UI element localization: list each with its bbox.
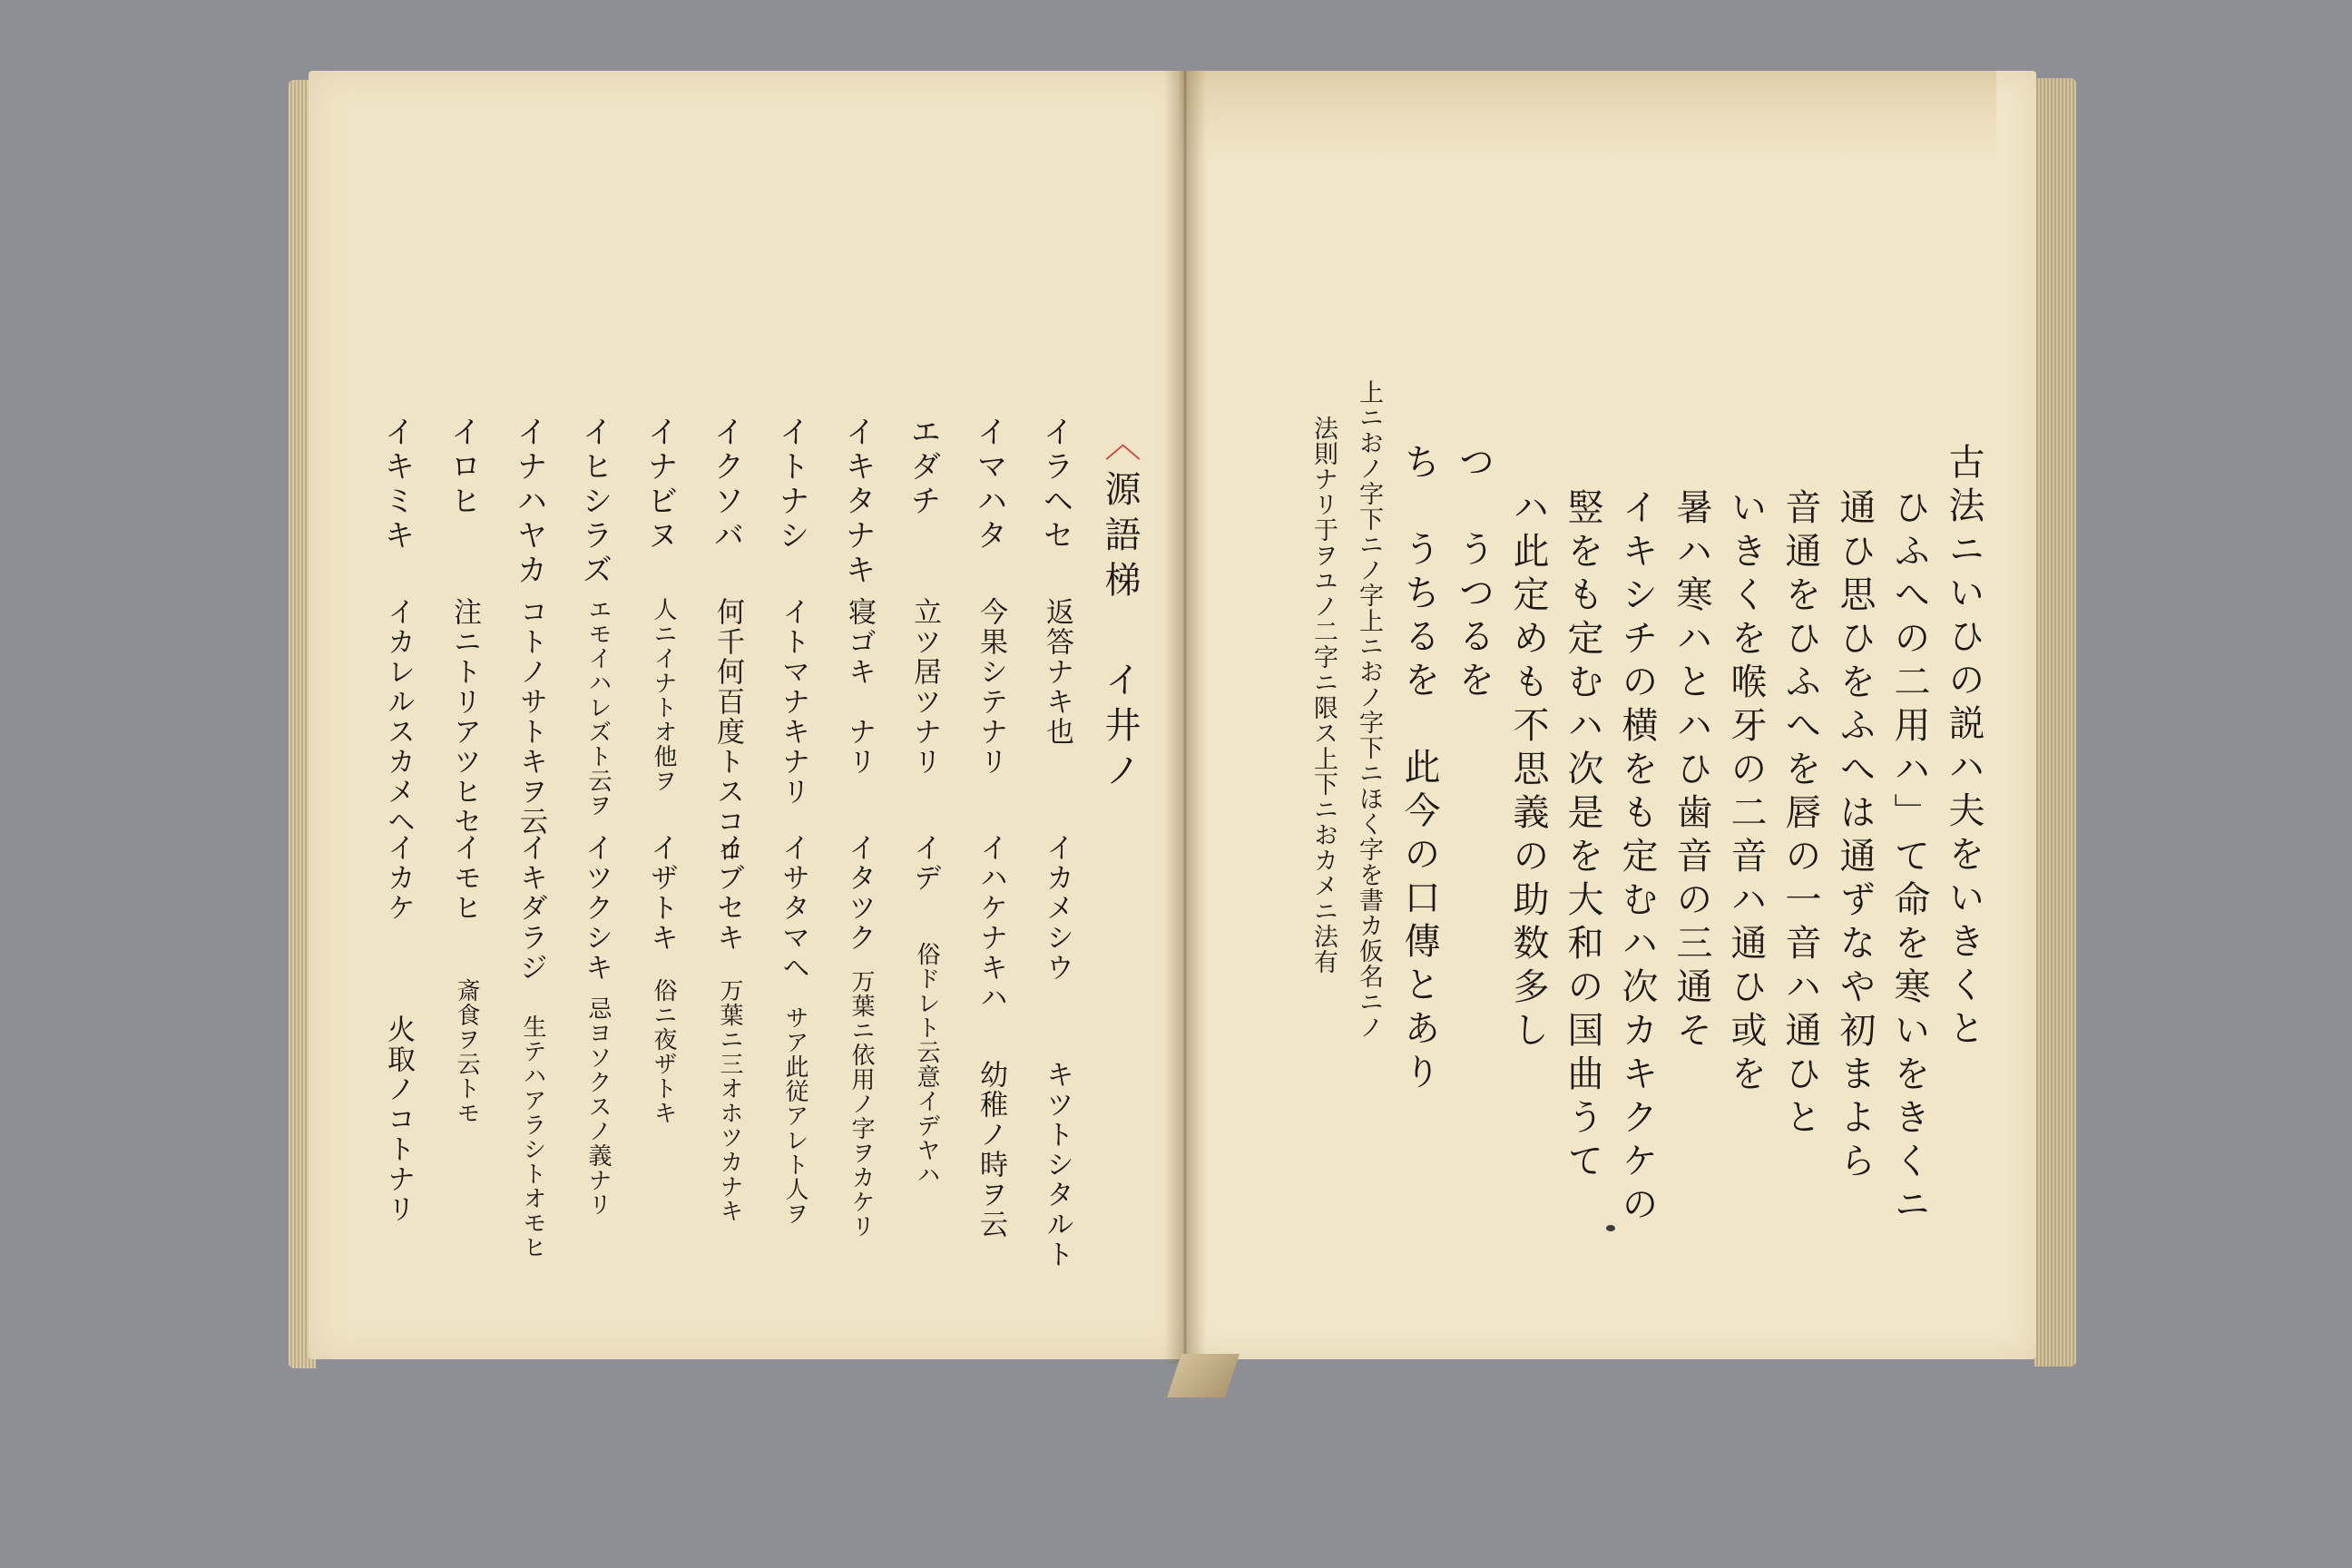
entry-extra: イカケ <box>382 833 415 923</box>
entry-extra: イツクシキ <box>580 833 612 983</box>
entry-extra-body: 俗ニ夜ザトキ <box>650 978 677 1125</box>
main-text-column: ハ此定めも不思義の助数多し <box>1507 488 1549 1054</box>
entry-head: イナハヤカ <box>511 416 547 588</box>
entry-body: 人ニイナトオ他ヲ <box>650 597 677 793</box>
note-column: 上ニおノ字下ニノ字上ニおノ字下ニほく字を書カ仮名ニノ <box>1355 379 1383 1040</box>
main-text-column: つ うつるを <box>1453 443 1494 704</box>
section-title-reading: イ井ノ <box>1099 661 1141 797</box>
entry-body: 何千何百度トスコロ <box>711 597 744 867</box>
ink-smudge <box>1606 1225 1615 1231</box>
main-text-column: 通ひ思ひをふへは通ずなや初まよら <box>1834 488 1876 1185</box>
entry-extra: イザトキ <box>645 833 678 953</box>
entry-head: イロヒ <box>445 416 481 519</box>
entry-head: イヒシラズ <box>576 416 612 588</box>
entry-extra: イデ <box>908 833 941 893</box>
entry-extra-body: 忌ヨソクスノ義ナリ <box>584 996 612 1217</box>
red-bracket-mark: 〈 <box>1099 425 1141 470</box>
entry-extra: イキダラジ <box>514 833 547 983</box>
entry-extra-body: キツトシタルト <box>1041 1060 1073 1269</box>
entry-head: イナビヌ <box>642 416 678 554</box>
entry-extra-body: 火取ノコトナリ <box>382 1014 415 1224</box>
section-title: 源語梯 <box>1099 470 1141 606</box>
entry-head: イキミキ <box>378 416 415 554</box>
main-text-column: ひふへの二用ハ」て命を寒いをきくニ <box>1888 488 1930 1229</box>
entry-extra-body: 生テハアラシトオモヒ <box>519 1014 546 1259</box>
entry-body: 寝ゴキ ナリ <box>843 597 876 777</box>
entry-body: 返答ナキ也 <box>1041 597 1073 747</box>
entry-head: エダチ <box>905 416 941 519</box>
main-text-column: 音通をひふへを唇の一音ハ通ひと <box>1779 488 1821 1142</box>
section-title-column <box>1099 425 1141 797</box>
entry-head: イマハタ <box>971 416 1007 554</box>
entry-body: イトマナキナリ <box>777 597 809 807</box>
entry-extra-body: 幼稚ノ時ヲ云 <box>975 1060 1007 1240</box>
right-page <box>1180 71 2036 1359</box>
entry-head: イキタナキ <box>839 416 876 588</box>
entry-extra-body: 俗ドレト云意イデヤハ <box>913 942 940 1187</box>
entry-extra: イサタマヘ <box>777 833 809 983</box>
entry-extra-body: サア此従アレト人ヲ <box>781 1005 808 1226</box>
entry-extra-body: 斎食ヲ云トモ <box>453 978 480 1125</box>
entry-extra: イハケナキハ <box>975 833 1007 1013</box>
entry-extra: イカメシウ <box>1041 833 1073 983</box>
entry-body: イカレルスカメヘ <box>382 597 415 837</box>
entry-extra-body: 万葉ニ三オホツカナキ <box>716 978 743 1223</box>
main-text-column: 竪をも定むハ次是を大和の国曲うて <box>1562 488 1603 1185</box>
open-book <box>289 71 2076 1391</box>
entry-body: 今果シテナリ <box>975 597 1007 777</box>
entry-head: イラヘセ <box>1037 416 1073 554</box>
left-page <box>309 71 1191 1359</box>
book-gutter <box>1164 71 1206 1364</box>
entry-body: エモイハレズト云ヲ <box>584 597 612 818</box>
entry-extra: イブセキ <box>711 833 744 953</box>
right-page-edge <box>2034 78 2076 1367</box>
entry-extra: イタツク <box>843 833 876 953</box>
entry-body: 注ニトリアツヒセ <box>448 597 481 837</box>
page-shading <box>1180 71 1996 162</box>
entry-body: 立ツ居ツナリ <box>908 597 941 777</box>
main-text-column: イキシチの横をも定むハ次カキクケの <box>1616 488 1658 1229</box>
entry-head: イトナシ <box>773 416 809 554</box>
main-text-column: 暑ハ寒ハとハひ歯音の三通そ <box>1671 488 1712 1054</box>
entry-extra-body: 万葉ニ依用ノ字ヲカケリ <box>848 969 875 1239</box>
main-text-column: ち うちるを 此今の口傳とあり <box>1398 443 1440 1096</box>
entry-extra: イモヒ <box>448 833 481 923</box>
note-column: 法則ナリ于ヲユノ二字ニ限ス上下ニおカメニ法有 <box>1309 416 1338 975</box>
main-text-column: いきくを喉牙の二音ハ通ひ或を <box>1725 488 1767 1098</box>
entry-body: コトノサトキヲ云 <box>514 597 547 837</box>
main-text-column: 古法ニいひの説ハ夫をいきくと <box>1943 443 1984 1053</box>
entry-head: イクソバ <box>708 416 744 554</box>
